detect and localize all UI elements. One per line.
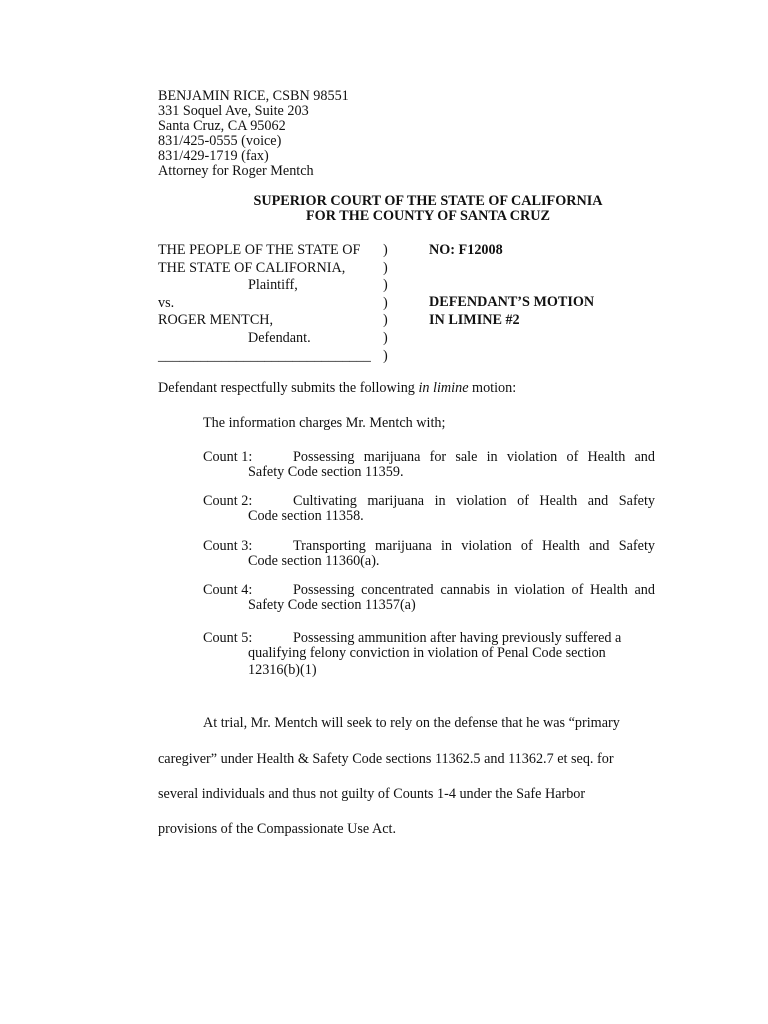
body-paragraph-line: provisions of the Compassionate Use Act. [158, 821, 397, 837]
caption-paren: ) [383, 259, 388, 276]
caption-paren: ) [383, 312, 388, 329]
count-label: Count 2: [203, 493, 253, 509]
count-label: Count 5: [203, 630, 253, 646]
count-text: Possessing concentrated cannabis in violation of Health and [293, 582, 655, 598]
plaintiff-label: Plaintiff, [248, 277, 298, 294]
intro-text-before: Defendant respectfully submits the following [158, 380, 419, 396]
caption-paren: ) [383, 277, 388, 294]
count-item [203, 494, 655, 526]
count-text: Transporting marijuana in violation of Health and Safety [293, 538, 655, 554]
charges-lead: The information charges Mr. Mentch with; [203, 415, 446, 431]
count-text-continued: Safety Code section 11357(a) [248, 597, 416, 613]
attorney-address: 331 Soquel Ave, Suite 203 [158, 103, 309, 119]
versus-label: vs. [158, 294, 175, 311]
count-text: Cultivating marijuana in violation of Health and Safety [293, 493, 655, 509]
count-text-continued: Safety Code section 11359. [248, 464, 404, 480]
court-title-line-2: FOR THE COUNTY OF SANTA CRUZ [306, 208, 550, 224]
caption-line: THE STATE OF CALIFORNIA, [158, 259, 346, 276]
intro-sentence [158, 381, 516, 396]
caption-paren: ) [383, 242, 388, 258]
count-text-continued: qualifying felony conviction in violation of Penal Code section [248, 645, 606, 661]
count-item [203, 631, 655, 680]
caption-paren: ) [383, 329, 388, 346]
count-label: Count 4: [203, 582, 253, 598]
count-label: Count 3: [203, 538, 253, 554]
count-text-continued: Code section 11358. [248, 508, 364, 524]
attorney-role: Attorney for Roger Mentch [158, 163, 314, 179]
caption-underline: ______________________________ [158, 347, 371, 364]
attorney-name: BENJAMIN RICE, CSBN 98551 [158, 88, 349, 104]
court-title-line-1: SUPERIOR COURT OF THE STATE OF CALIFORNIA [253, 193, 603, 209]
motion-title [429, 295, 594, 330]
caption-paren: ) [383, 294, 388, 311]
count-label: Count 1: [203, 449, 253, 465]
count-text-continued: Code section 11360(a). [248, 553, 380, 569]
attorney-phone: 831/425-0555 (voice) [158, 133, 282, 149]
body-paragraph-line: caregiver” under Health & Safety Code sections 11362.5 and 11362.7 et seq. for [158, 751, 614, 767]
caption-paren: ) [383, 347, 388, 364]
body-paragraph-line: At trial, Mr. Mentch will seek to rely on the defense that he was “primary [203, 715, 620, 731]
attorney-fax: 831/429-1719 (fax) [158, 148, 269, 164]
attorney-block [158, 89, 349, 179]
attorney-city: Santa Cruz, CA 95062 [158, 118, 286, 134]
count-text: Possessing marijuana for sale in violation of Health and [293, 449, 655, 465]
caption-line: THE PEOPLE OF THE STATE OF [158, 242, 361, 258]
defendant-label: Defendant. [248, 329, 311, 346]
case-number: NO: F12008 [429, 242, 503, 258]
motion-title-line-2: IN LIMINE #2 [429, 311, 520, 328]
count-text: Possessing ammunition after having previously suffered a [293, 630, 622, 646]
count-text-continued: 12316(b)(1) [248, 662, 317, 678]
intro-text-after: motion: [468, 380, 517, 396]
defendant-name: ROGER MENTCH, [158, 312, 274, 329]
count-item [203, 450, 655, 482]
count-item [203, 583, 655, 615]
court-title [158, 194, 698, 224]
count-item [203, 539, 655, 571]
case-caption-parties [158, 243, 371, 366]
motion-title-line-1: DEFENDANT’S MOTION [429, 294, 595, 310]
body-paragraph-line: several individuals and thus not guilty of Counts 1-4 under the Safe Harbor [158, 786, 586, 802]
caption-paren-column [383, 243, 388, 366]
intro-italic-term: in limine [418, 380, 469, 396]
